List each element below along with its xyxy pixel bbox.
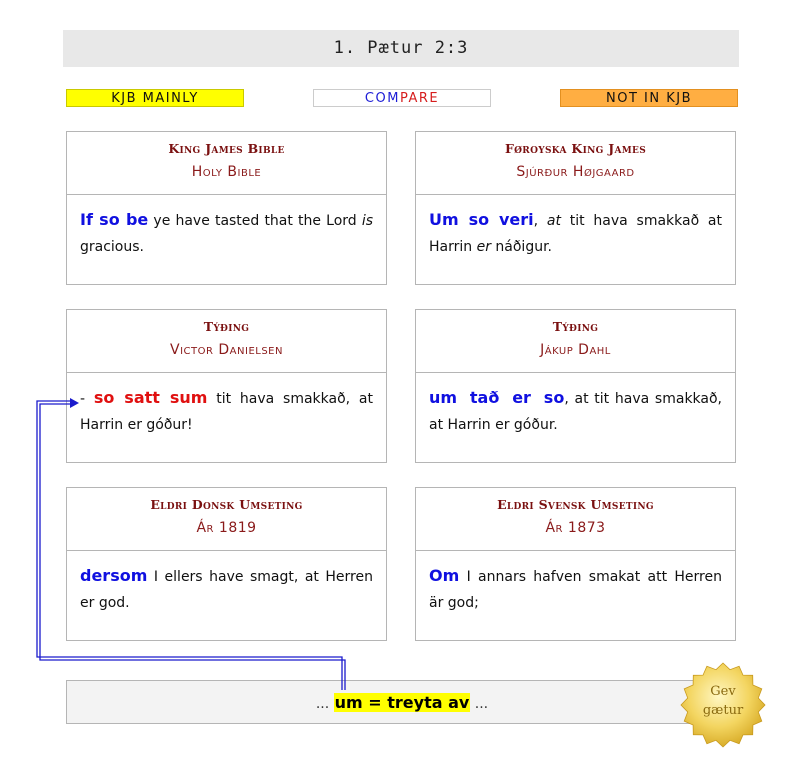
card-header [67,488,386,551]
badge-text [678,682,768,720]
translation-card-victor-danielsen [66,309,387,463]
keyword: Um so veri [429,210,534,229]
text: I ellers have smagt, at Herren er god. [80,569,373,611]
text: tit hava smakkað, at Harrin er góður! [80,391,373,433]
italic-text: is [361,213,373,229]
card-subtitle[interactable]: Sjúrður Højgaard [516,164,635,180]
text: gracious. [80,239,144,255]
card-header [416,132,735,195]
compare-button[interactable] [313,89,491,107]
card-title[interactable]: Eldri Donsk Umseting [150,497,303,512]
card-text [67,551,386,616]
card-subtitle[interactable]: Holy Bible [191,164,262,180]
italic-text: er [476,239,491,255]
card-text [67,373,386,438]
card-text [416,551,735,616]
translation-card-danish [66,487,387,641]
card-text [416,373,735,438]
translation-card-foroyska-kj [415,131,736,285]
card-header [416,488,735,551]
card-subtitle[interactable]: Jákup Dahl [540,342,611,358]
card-title[interactable]: Týðing [203,319,250,334]
text: - [80,391,94,407]
badge-line-1: Gev [710,684,736,699]
card-title[interactable]: Eldri Svensk Umseting [497,497,654,512]
ellipsis-right: ... [474,696,489,712]
keyword: um tað er so [429,388,565,407]
keyword: If so be [80,210,149,229]
text: ye have tasted that the Lord [148,213,362,229]
text: , [533,213,547,229]
keyword: so satt sum [93,388,208,407]
text: , at tit hava smakkað, at Harrin er góður. [429,391,723,433]
footnote-bar [66,680,738,724]
compare-label-part2: PARE [399,91,440,106]
card-subtitle[interactable]: Ár 1873 [545,520,606,536]
keyword: dersom [80,566,148,585]
page-title: 1. Pætur 2:3 [63,30,739,67]
compare-label-part1: COM [364,91,400,106]
badge-line-2: gætur [702,703,744,718]
card-header [67,310,386,373]
not-in-kjb-button[interactable]: NOT IN KJB [560,89,738,107]
card-subtitle[interactable]: Victor Danielsen [170,342,283,358]
card-header [416,310,735,373]
card-subtitle[interactable]: Ár 1819 [196,520,257,536]
translation-card-swedish [415,487,736,641]
keyword: Om [429,566,460,585]
text: tit hava smakkað at Harrin [429,213,723,255]
text: náðigur. [490,239,553,255]
card-title[interactable]: Týðing [552,319,599,334]
card-title[interactable]: Føroyska King James [504,141,646,156]
kjb-mainly-button[interactable]: KJB MAINLY [66,89,244,107]
text: I annars hafven smakat att Herren är god; [429,569,722,611]
card-header [67,132,386,195]
card-title[interactable]: King James Bible [168,141,285,156]
gev-gaetur-badge[interactable] [678,660,768,750]
translation-card-kjb [66,131,387,285]
footnote-highlight: um = treyta av [334,693,470,712]
italic-text: at [546,213,561,229]
card-text [67,195,386,260]
ellipsis-left: ... [315,696,330,712]
card-text [416,195,735,260]
translation-card-jakup-dahl [415,309,736,463]
